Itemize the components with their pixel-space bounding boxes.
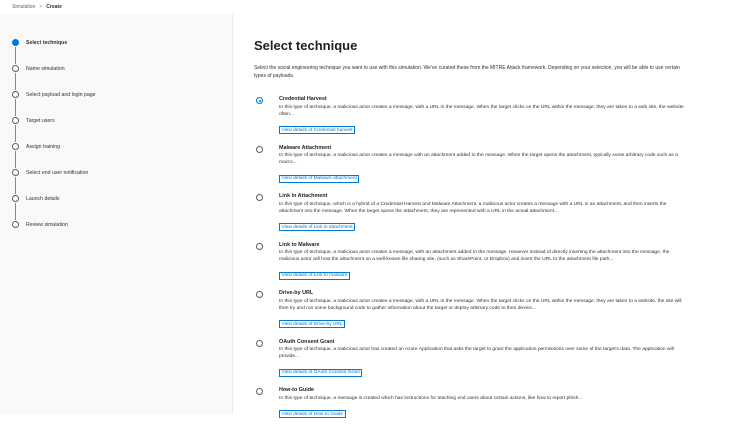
step-connector: [15, 73, 16, 90]
step-launch-details[interactable]: [12, 194, 222, 220]
view-details-link[interactable]: View details of OAuth Consent Grant: [279, 369, 362, 377]
radio-button-selected-icon[interactable]: [256, 97, 263, 104]
step-review-simulation[interactable]: [12, 220, 222, 246]
step-target-users[interactable]: [12, 116, 222, 142]
technique-option-credential-harvest[interactable]: [254, 96, 694, 136]
technique-option-how-to-guide[interactable]: [254, 387, 694, 420]
step-select-payload[interactable]: [12, 90, 222, 116]
technique-option-malware-attachment[interactable]: [254, 145, 694, 185]
radio-button-icon[interactable]: [256, 194, 263, 201]
step-connector: [15, 203, 16, 220]
radio-button-icon[interactable]: [256, 243, 263, 250]
option-description: In this type of technique, a message is created which has instructions for teaching end users about certain actions, like how to report phish...: [279, 395, 583, 401]
option-description: In this type of technique, a malicious actor has created an Azure Application that asks the target to grant the application permissions over some of the target's data. The application will provide...: [279, 347, 674, 359]
step-label: Select end user notification: [26, 169, 89, 176]
view-details-link[interactable]: View details of How-to Guide: [279, 410, 346, 418]
technique-option-link-in-attachment[interactable]: [254, 193, 694, 233]
step-connector: [15, 125, 16, 142]
radio-button-icon[interactable]: [256, 291, 263, 298]
option-description: In this type of technique, which is a hybrid of a Credential Harvest and Malware Attachment, a malicious actor creates a message with a URL in an attachment, and then inserts the attachment into the message. When the target opens the attachment, they are represented with a URL in the actual attachment...: [279, 201, 667, 214]
view-details-link[interactable]: View details of Malware attachment: [279, 175, 359, 183]
page-description: Select the social engineering technique you want to use with this simulation. We've curated these from the MITRE Attack framework. Depending on your selection, you will be able to use certain types of payloads.: [254, 65, 680, 79]
step-connector: [15, 47, 16, 64]
step-select-technique[interactable]: [12, 38, 222, 64]
option-description: In this type of technique, a malicious actor creates a message with an attachment added to the message. When the target opens the attachment, typically some arbitrary code such as a macro...: [279, 153, 678, 165]
step-label: Select payload and login page: [26, 91, 96, 98]
step-name-simulation[interactable]: [12, 64, 222, 90]
breadcrumb-current: Create: [46, 4, 62, 10]
step-circle-icon: [12, 169, 19, 176]
step-label: Review simulation: [26, 221, 68, 228]
option-description: In this type of technique, a malicious actor creates a message, with a URL in the message. When the target clicks on the URL within the message, they are taken to a website, the site will then try and run some background code to gather information about the target or deploy arbitrary code to their device...: [279, 298, 682, 311]
option-title: How-to Guide: [279, 387, 315, 393]
breadcrumb: [0, 0, 750, 14]
step-label: Target users: [26, 117, 55, 124]
technique-option-drive-by-url[interactable]: [254, 290, 694, 330]
option-title: Link in Attachment: [279, 193, 328, 199]
step-label: Select technique: [26, 39, 68, 46]
option-title: OAuth Consent Grant: [279, 338, 335, 345]
breadcrumb-root[interactable]: Simulation: [12, 4, 36, 10]
option-title: Credential Harvest: [279, 96, 327, 102]
step-label: Launch details: [26, 195, 60, 202]
step-label: Name simulation: [26, 65, 65, 72]
breadcrumb-separator: >: [39, 4, 43, 10]
step-end-user-notification[interactable]: [12, 168, 222, 194]
view-details-link[interactable]: View details of Drive-by URL: [279, 320, 345, 328]
view-details-link[interactable]: View details of Credential harvest: [279, 126, 355, 134]
option-title: Malware Attachment: [279, 144, 332, 151]
option-description: In this type of technique, a malicious actor creates a message, with an attachment added to the message. However instead of directly inserting the attachment into the message, the malicious actor will host the attachment on a well-known file sharing site, (such as SharePoint, or Dropbox) and insert the URL to the attachment file path...: [279, 250, 670, 262]
view-details-link[interactable]: View details of Link in attachment: [279, 223, 355, 231]
technique-option-oauth-consent-grant[interactable]: [254, 339, 694, 379]
option-title: Drive-by URL: [279, 290, 314, 296]
step-active-icon: [12, 39, 19, 46]
step-connector: [15, 177, 16, 194]
step-assign-training[interactable]: [12, 142, 222, 168]
step-connector: [15, 151, 16, 168]
radio-button-icon[interactable]: [256, 146, 263, 153]
step-circle-icon: [12, 195, 19, 202]
radio-button-icon[interactable]: [256, 340, 263, 347]
wizard-steps: [12, 38, 222, 246]
step-label: Assign training: [26, 143, 61, 150]
technique-option-link-to-malware[interactable]: [254, 242, 694, 282]
step-circle-icon: [12, 117, 19, 124]
view-details-link[interactable]: View details of Link to malware: [279, 272, 350, 280]
radio-button-icon[interactable]: [256, 388, 263, 395]
step-circle-icon: [12, 91, 19, 98]
option-description: In this type of technique, a malicious actor creates a message, with a URL in the message. When the target clicks on the URL within the message, they are taken to a web site, the website often...: [279, 104, 684, 117]
option-title: Link to Malware: [279, 241, 320, 248]
step-circle-icon: [12, 221, 19, 228]
step-circle-icon: [12, 65, 19, 72]
sidebar-divider: [232, 14, 233, 414]
page-title: Select technique: [254, 38, 358, 53]
main-content: [254, 38, 694, 429]
step-circle-icon: [12, 143, 19, 150]
step-connector: [15, 99, 16, 116]
